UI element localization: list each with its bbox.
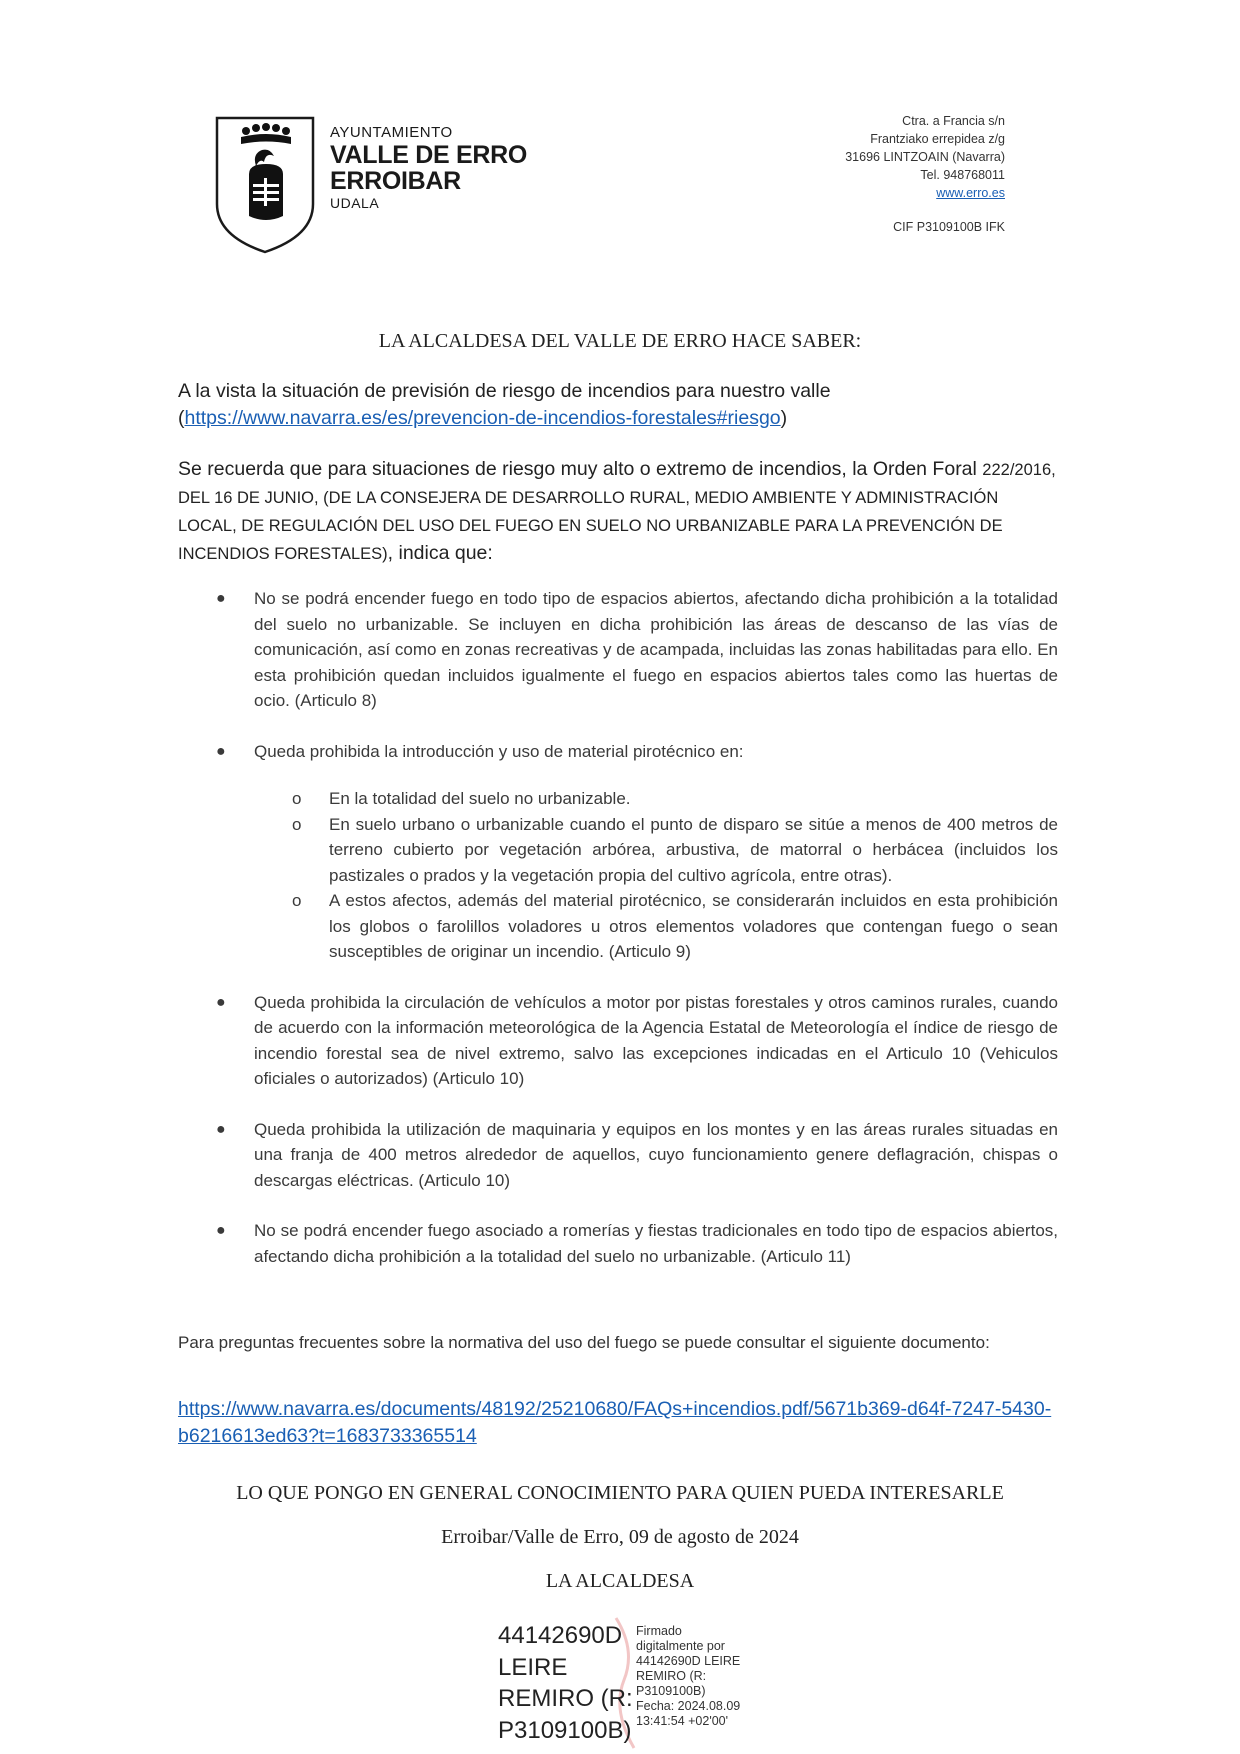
pyrotechnics-sublist xyxy=(254,786,1058,965)
list-item-text: Queda prohibida la introducción y uso de material pirotécnico en: xyxy=(254,741,744,761)
cif-number: CIF P3109100B IFK xyxy=(893,220,1005,234)
org-line-udala: UDALA xyxy=(330,195,380,211)
place-and-date: Erroibar/Valle de Erro, 09 de agosto de 2024 xyxy=(441,1526,799,1548)
list-item xyxy=(178,586,1058,714)
sub-list-item-text: En la totalidad del suelo no urbanizable. xyxy=(329,789,631,808)
digital-signature-details xyxy=(636,1624,740,1729)
contact-address: Ctra. a Francia s/n xyxy=(902,114,1005,128)
prohibitions-list xyxy=(178,586,1058,1294)
signature-detail-line: Fecha: 2024.08.09 xyxy=(636,1699,741,1713)
intro-paragraph: A la vista la situación de previsión de riesgo de incendios para nuestro valle (https://www.navarra.es/es/prevencion-de-incendios-forestales#riesgo) xyxy=(178,380,831,429)
list-item xyxy=(178,739,1058,965)
signature-line: P3109100B) xyxy=(498,1716,632,1744)
risk-forecast-link[interactable]: https://www.navarra.es/es/prevencion-de-incendios-forestales#riesgo xyxy=(184,407,781,429)
sub-list-item xyxy=(254,786,1058,812)
signature-detail-line: REMIRO (R: xyxy=(636,1669,707,1683)
signature-detail-line: digitalmente por xyxy=(636,1639,725,1653)
list-item xyxy=(178,1218,1058,1269)
orden-lead: Se recuerda que para situaciones de riesgo muy alto o extremo de incendios, la Orden Foral xyxy=(178,458,977,480)
contact-address-basque: Frantziako errepidea z/g xyxy=(870,132,1005,146)
contact-phone: Tel. 948768011 xyxy=(920,168,1005,182)
circle-bullet-icon: o xyxy=(292,891,302,910)
intro-text: A la vista la situación de previsión de riesgo de incendios para nuestro valle xyxy=(178,380,831,402)
sub-list-item-text: A estos afectos, además del material pirotécnico, se considerarán incluidos en esta prohibición los globos o farolillos voladores u otros elementos voladores que contengan fuego o sean susceptibles de originar un incendio. (Articulo 9) xyxy=(329,891,1058,961)
list-item xyxy=(178,1117,1058,1194)
signature-line: LEIRE xyxy=(498,1653,568,1681)
faq-link-block xyxy=(178,1396,1058,1450)
list-item-text: Queda prohibida la circulación de vehículos a motor por pistas forestales y otros caminos rurales, cuando de acuerdo con la información meteorológica de la Agencia Estatal de Meteorología el índice de riesgo de incendio forestal sea de nivel extremo, salvo las excepciones indicadas en el Articulo 10 (Vehiculos oficiales o autorizados) (Articulo 10) xyxy=(254,992,1058,1088)
bullet-icon: ● xyxy=(216,590,226,607)
orden-detail: 222/2016, DEL 16 DE JUNIO, (DE LA CONSEJERA DE DESARROLLO RURAL, MEDIO AMBIENTE Y ADMINISTRACIÓN LOCAL, DE REGULACIÓN DEL USO DEL FUEGO EN SUELO NO URBANIZABLE PARA LA PREVENCIÓN DE INCENDIOS FORESTALES) xyxy=(178,461,1056,563)
bullet-icon: ● xyxy=(216,1120,226,1138)
document-heading: LA ALCALDESA DEL VALLE DE ERRO HACE SABER: xyxy=(378,330,862,352)
circle-bullet-icon: o xyxy=(292,789,302,808)
signature-line: REMIRO (R: xyxy=(498,1685,633,1712)
bullet-icon: ● xyxy=(216,993,226,1011)
sub-list-item xyxy=(254,812,1058,889)
faq-text: Para preguntas frecuentes sobre la normativa del uso del fuego se puede consultar el siguiente documento: xyxy=(178,1333,990,1352)
org-line-ayuntamiento: AYUNTAMIENTO xyxy=(330,124,453,141)
org-line-erroibar: ERROIBAR xyxy=(330,167,461,195)
list-item-text: Queda prohibida la utilización de maquinaria y equipos en los montes y en las áreas rurales situadas en una franja de 400 metros alrededor de aquellos, cuyo funcionamiento genere deflagración, chispas o descargas eléctricas. (Articulo 10) xyxy=(254,1119,1058,1190)
bullet-icon: ● xyxy=(216,1222,226,1239)
contact-postal: 31696 LINTZOAIN (Navarra) xyxy=(845,150,1005,164)
signature-detail-line: 13:41:54 +02'00' xyxy=(636,1714,729,1728)
faq-document-link[interactable]: https://www.navarra.es/documents/48192/25210680/FAQs+incendios.pdf/5671b369-d64f-7247-5430-b6216613ed63?t=1683733365514 xyxy=(178,1398,1052,1447)
circle-bullet-icon: o xyxy=(292,814,302,834)
signer-title: LA ALCALDESA xyxy=(545,1570,695,1592)
digital-signature-name xyxy=(498,1620,633,1746)
closing-statement: LO QUE PONGO EN GENERAL CONOCIMIENTO PARA QUIEN PUEDA INTERESARLE xyxy=(236,1482,1004,1504)
signature-detail-line: P3109100B) xyxy=(636,1684,706,1698)
bullet-icon: ● xyxy=(216,742,226,760)
orden-tail: , indica que: xyxy=(387,542,493,564)
signature-line: 44142690D xyxy=(498,1622,623,1649)
signature-detail-line: 44142690D LEIRE xyxy=(636,1654,741,1668)
organization-name xyxy=(330,124,527,212)
orden-foral-paragraph xyxy=(178,456,1058,568)
org-line-valle-de-erro: VALLE DE ERRO xyxy=(330,141,528,169)
contact-block xyxy=(845,112,1005,236)
sub-list-item-text: En suelo urbano o urbanizable cuando el punto de disparo se sitúe a menos de 400 metros de terreno cubierto por vegetación arbórea, arbustiva, de matorral o herbácea (incluidos los pastizales o prados y la vegetación propia del cultivo agrícola, entre otras). xyxy=(329,814,1058,885)
sub-list-item xyxy=(254,888,1058,965)
list-item-text: No se podrá encender fuego en todo tipo de espacios abiertos, afectando dicha prohibición a la totalidad del suelo no urbanizable. Se incluyen en dicha prohibición las áreas de descanso de las vías de comunicación, así como en zonas recreativas y de acampada, incluidas las zonas habilitadas para ello. En esta prohibición quedan incluidos igualmente el fuego en espacios abiertos tales como las huertas de ocio. (Articulo 8) xyxy=(254,589,1058,710)
list-item xyxy=(178,990,1058,1092)
list-item-text: No se podrá encender fuego asociado a romerías y fiestas tradicionales en todo tipo de espacios abiertos, afectando dicha prohibición a la totalidad del suelo no urbanizable. (Articulo 11) xyxy=(254,1221,1058,1266)
signature-detail-line: Firmado xyxy=(636,1624,682,1638)
website-link[interactable]: www.erro.es xyxy=(936,186,1005,200)
